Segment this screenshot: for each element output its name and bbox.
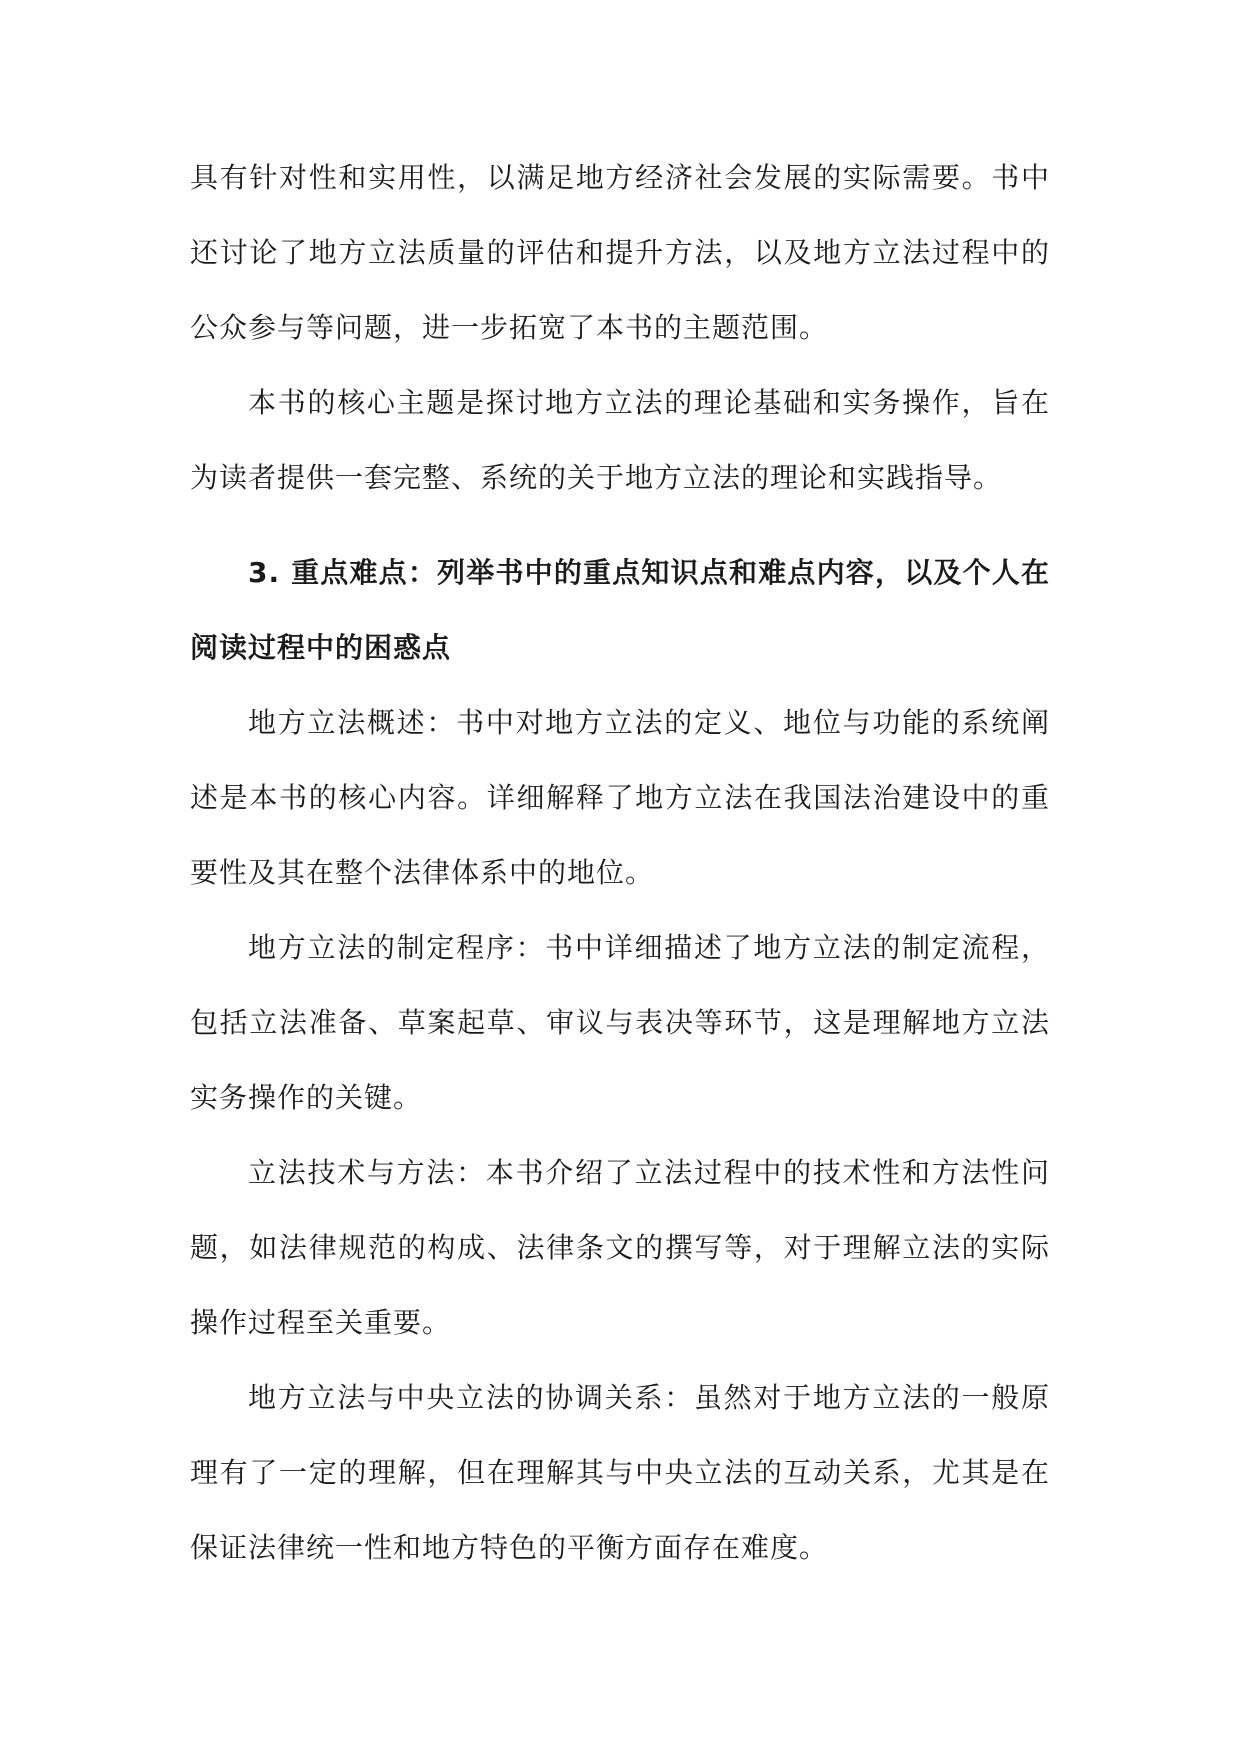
section-heading: 3. 重点难点：列举书中的重点知识点和难点内容，以及个人在阅读过程中的困惑点 (190, 556, 1050, 664)
section-gap (190, 515, 1050, 535)
paragraph-overview: 地方立法概述：书中对地方立法的定义、地位与功能的系统阐述是本书的核心内容。详细解释了地方立法在我国法治建设中的重要性及其在整个法律体系中的地位。 (190, 706, 1050, 889)
paragraph-coordination: 地方立法与中央立法的协调关系：虽然对于地方立法的一般原理有了一定的理解，但在理解其与中央立法的互动关系，尤其是在保证法律统一性和地方特色的平衡方面存在难度。 (190, 1381, 1050, 1564)
paragraph-core-theme: 本书的核心主题是探讨地方立法的理论基础和实务操作，旨在为读者提供一套完整、系统的关于地方立法的理论和实践指导。 (190, 386, 1050, 494)
document-body (190, 140, 1050, 1585)
paragraph-procedure: 地方立法的制定程序：书中详细描述了地方立法的制定流程，包括立法准备、草案起草、审议与表决等环节，这是理解地方立法实务操作的关键。 (190, 931, 1050, 1114)
paragraph-techniques: 立法技术与方法：本书介绍了立法过程中的技术性和方法性问题，如法律规范的构成、法律条文的撰写等，对于理解立法的实际操作过程至关重要。 (190, 1156, 1050, 1339)
paragraph-continuation: 具有针对性和实用性，以满足地方经济社会发展的实际需要。书中还讨论了地方立法质量的评估和提升方法，以及地方立法过程中的公众参与等问题，进一步拓宽了本书的主题范围。 (190, 161, 1050, 344)
